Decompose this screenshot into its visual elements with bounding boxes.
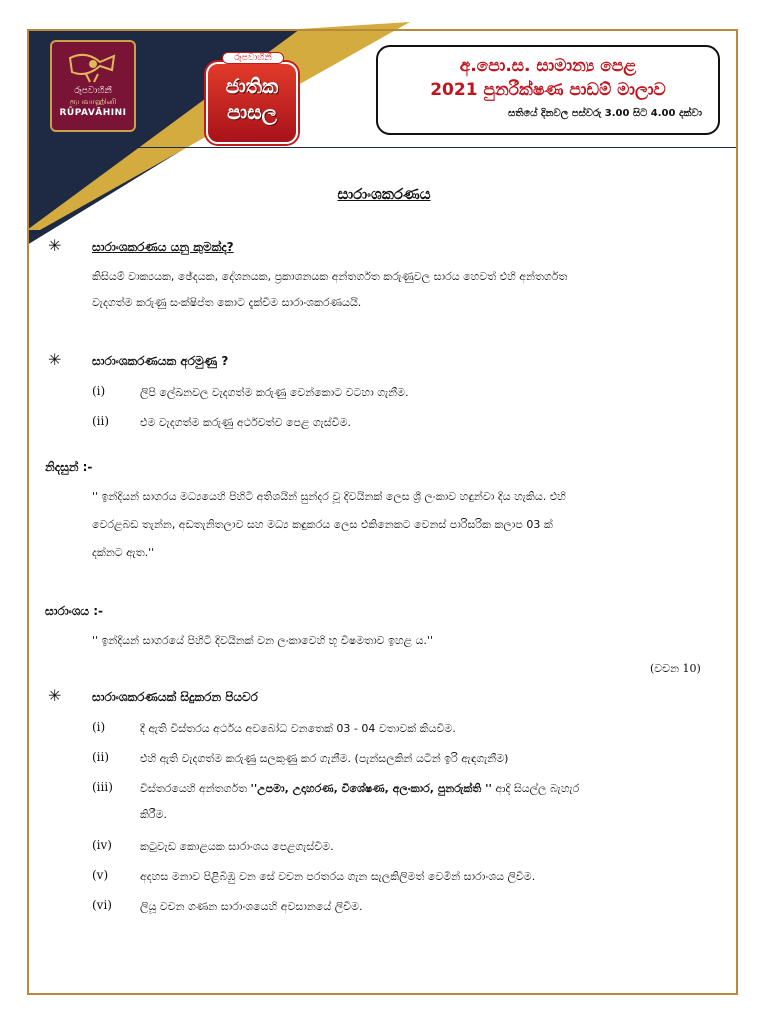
list-item-text: කටුවැඩ කොළයක සාරාංශය පෙළගැස්වීම. [140,840,334,853]
series-title: 2021 පුනරීක්ෂණ පාඩම් මාලාව [430,80,666,100]
logo-text-english: RŪPAVĀHINI [59,108,127,118]
series-title-box [376,45,720,135]
list-item-text-continued: කිරීම. [140,808,167,821]
broadcast-schedule: සතියේ දිනවල පස්වරු 3.00 සිට 4.00 දක්වා [508,108,702,119]
bullet-star-icon: ✳ [48,686,62,705]
summary-text: '' ඉන්දියන් සාගරයේ පිහිටි දිවයිනක් වන ලංකාවෙහි භූ විෂමතාව ඉහළ ය.'' [92,634,433,647]
list-item-text: ලියූ වචන ගණන සාරාංශයෙහි අවසානයේ ලිවීම. [140,900,363,913]
page-border [27,29,738,995]
figures-of-speech-list: ''උපමා, උදාහරණ, විශේෂණ, අලංකාර, පුනරුක්ති '' [250,782,492,795]
word-count: (වචන 10) [650,662,701,675]
section1-heading: සාරාංශකරණය යනු කුමක්ද? [92,240,234,254]
page-title: සාරාංශකරණය [337,185,431,203]
logo-text-sinhala: රූපවාහිනී [74,86,112,96]
list-number: (ii) [92,750,110,764]
list-item-text: අදහස මනාව පිළිබිඹු වන සේ වචන පරතරය ගැන සැලකිලිමත් වෙමින් සාරාංශය ලිවීම. [140,870,536,883]
list-item-text [140,782,579,796]
exam-title: අ.පො.ස. සාමාන්‍ය පෙළ [459,56,637,76]
header-divider [29,147,736,148]
example-line3: දක්නට ඇත.'' [92,546,155,559]
jathika-logo-word2: පාසල [227,100,277,124]
list-number: (i) [92,384,106,398]
list-item-text: එහි ඇති වැදගත්ම කරුණු සලකුණු කර ගැනීම. (පැන්සලකින් යටින් ඉරි ඇඳගැනීම) [140,752,509,765]
jathika-logo-word1: ජාතික [225,74,279,98]
list-number: (ii) [92,414,110,428]
list-item-text: ලිපි ලේඛනවල වැදගත්ම කරුණු වෙන්කොට වටහා ගැනීම. [140,386,409,399]
list-item-text: එම වැදගත්ම කරුණු අර්ථවත්ව පෙළ ගැස්වීම. [140,416,351,429]
list-item-text-part: ආදි සියල්ල බැහැර [491,782,580,795]
section1-body-line1: කිසියම් වාක්‍යයක, ඡේදයක, දේශනයක, ප්‍රකාශනයක අන්තර්ගත කරුණුවල සාරය හෙවත් එහි අන්තර්ගත [92,270,568,283]
list-item-text-part: විස්තරයෙහි අන්තර්ගත [140,782,251,795]
horn-emblem-icon [66,48,120,84]
example-line2: වෙරළබඩ තැන්න, අඩතැනිතලාව සහ මධ්‍ය කඳුකරය ලෙස එකිනෙකට වෙනස් පාරිසරික කලාප 03 ක් [92,518,553,531]
jathika-logo-top-text: රූපවාහිනී [222,52,284,64]
bullet-star-icon: ✳ [48,350,62,369]
example-label: නිදසුන් :- [45,460,93,474]
summary-label: සාරාංශය :- [45,604,103,618]
jathika-pasala-logo [206,53,298,144]
section1-body-line2: වැදගත්ම කරුණු සංක්ෂිප්ත කොට දැක්වීම සාරාංශකරණයයි. [92,296,362,309]
example-line1: '' ඉන්දියන් සාගරය මධ්‍යයෙහි පිහිටි අතිශයින් සුන්දර වූ දිවයිනක් ලෙස ශ්‍රී ලංකාව හඳුන්වා දිය හැකිය. එහි [92,490,566,503]
bullet-star-icon: ✳ [48,236,62,255]
logo-text-tamil: ரூபவாஹினி [69,97,117,106]
list-number: (v) [92,868,109,882]
list-number: (iv) [92,838,112,852]
list-number: (iii) [92,780,113,794]
list-number: (i) [92,720,106,734]
section3-heading: සාරාංශකරණයක් සිදුකරන පියවර [92,690,258,704]
list-item-text: දී ඇති විස්තරය අර්ථය අවබෝධ වනතෙක් 03 - 04 වතාවක් කියවීම. [140,722,456,735]
rupavahini-logo [50,40,136,132]
list-number: (vi) [92,898,112,912]
section2-heading: සාරාංශකරණයක අරමුණු ? [92,354,229,368]
